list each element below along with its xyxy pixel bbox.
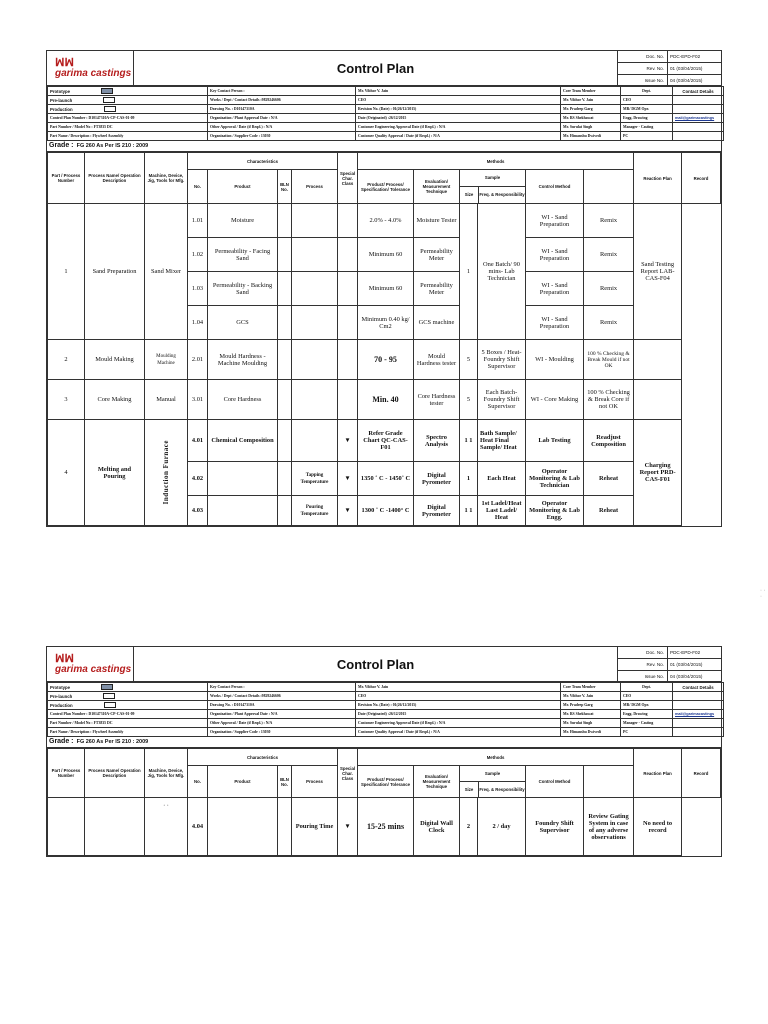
date-originated: Date (Originated) :26/12/2015 [356,710,561,719]
col-reaction-plan: Reaction Plan [634,153,682,204]
char-product: Core Hardness [208,380,278,420]
production-row [48,105,208,114]
team-member-2: Mr. Pradeep Garg [561,105,621,114]
evaluation: Permeability Meter [414,272,460,306]
machine: Manual [145,380,188,420]
prelaunch-row [48,96,208,105]
char-no: 1.03 [188,272,208,306]
team-contact-5 [673,728,724,737]
prototype-label: Prototype [50,88,71,94]
team-dept-2: MR/ DGM Opr. [621,105,673,114]
prototype-row [48,87,208,96]
team-contact-1 [673,692,724,701]
core-team-header: Core Team Member [561,87,621,96]
col-process: Process [292,766,338,798]
other-approval: Other Approval / Date (if Reqd.) : N/A [208,719,356,728]
char-product: Chemical Composition [208,420,278,462]
col-bln: BLN No. [278,170,292,204]
process-number: 1 [48,204,85,340]
char-no: 2.01 [188,340,208,380]
table-row [48,340,721,380]
special-char-triangle-icon: ▼ [338,420,358,462]
spec: 1300 ˚ C -1400° C [358,496,414,526]
evaluation: Mould Hardness tester [414,340,460,380]
char-no: 3.01 [188,380,208,420]
table-row [48,204,721,238]
prelaunch-label: Pre-launch [50,97,73,103]
sample-frequency: 1st Ladel/Heat Last Ladel/ Heat [478,496,526,526]
customer-eng-approval: Customer Engineering Approval Date (if Reqd.) : N/A [356,123,561,132]
machine: Induction Furnace [161,440,170,505]
record: Sand Testing Report LAB-CAS-F04 [634,204,682,340]
sample-frequency: Each Batch- Foundry Shift Supervisor [478,380,526,420]
col-frequency: Freq. & Responsibility [479,787,525,792]
char-process: Tapping Temperature [292,462,338,496]
spec: 70 - 95 [358,340,414,380]
col-characteristics: Characteristics [188,749,338,766]
reaction-plan: Remix [584,272,634,306]
reaction-plan: Remix [584,306,634,340]
team-dept-5: PC [621,132,673,141]
col-no: No. [188,766,208,798]
evaluation: Digital Pyrometer [414,496,460,526]
col-no: No. [188,170,208,204]
col-special-char: Special Char. Class [338,153,358,204]
spec: Min. 40 [358,380,414,420]
production-row [48,701,208,710]
prototype-checkbox [101,684,113,690]
team-contact-2 [673,701,724,710]
rev-no-value: 01 (03/04/2015) [670,66,703,72]
col-process: Process [292,170,338,204]
spec: Minimum 60 [358,238,414,272]
char-product: Permeability - Backing Sand [208,272,278,306]
logo-mark: ꟽꟽ [55,56,74,69]
part-number: Part Number / Model No : FT3835 DC [48,123,208,132]
control-plan-table [47,152,721,526]
key-contact-label: Key Contact Person : [208,87,356,96]
team-dept-4: Manager - Casting [621,719,673,728]
works-contact: Works / Dept / Contact Details :9829246606 [208,96,356,105]
production-checkbox [104,702,116,708]
process-number: 2 [48,340,85,380]
team-dept-3: Engg. Drawing [621,114,673,123]
control-plan-table [47,748,721,856]
team-member-4: Mr. Surulat Singh [561,123,621,132]
control-method: Foundry Shift Supervisor [526,798,584,856]
grade-label: Grade : [49,738,74,745]
sample-frequency: 5 Boxes / Heat- Foundry Shift Supervisor [478,340,526,380]
team-dept-1: CEO [621,96,673,105]
part-number: Part Number / Model No : FT3835 DC [48,719,208,728]
issue-no-label: Issue No. [618,671,668,682]
machine-mark: · · [145,798,188,856]
sample-size: 5 [460,340,478,380]
control-plan-number: Control Plan Number : D10147310A-CP-CAS-01-09 [48,114,208,123]
col-reaction-plan: Reaction Plan [634,749,682,798]
evaluation: Moisture Tester [414,204,460,238]
grade-line [47,141,721,152]
control-method: WI - Sand Preparation [526,306,584,340]
reaction-plan: Review Gating System in case of any adverse observations [584,798,634,856]
team-dept-3: Engg. Drawing [621,710,673,719]
spec: Minimum 60 [358,272,414,306]
sample-size: 5 [460,380,478,420]
col-record: Record [682,153,721,204]
char-product: Permeability - Facing Sand [208,238,278,272]
team-dept-5: PC [621,728,673,737]
sample-frequency: 2 / day [478,798,526,856]
sample-size: 1 1 [460,496,478,526]
rev-no-label: Rev. No. [618,659,668,670]
team-member-5: Mr. Himanshu Dwivedi [561,728,621,737]
reaction-plan: 100 % Checking & Break Core if not OK [584,380,634,420]
char-process: Pouring Temperature [292,496,338,526]
team-contact-4 [673,123,724,132]
col-characteristics: Characteristics [188,153,338,170]
customer-quality-approval: Customer Quality Approval / Date (if Reqd.) : N/A [356,132,561,141]
col-specification: Product/ Process/ Specification/ Tolerance [358,766,414,798]
evaluation: Digital Pyrometer [414,462,460,496]
record: Charging Report PRD-CAS-F01 [634,420,682,526]
contact-header: Contact Details [673,87,724,96]
col-machine: Machine, Device, Jig, Tools for Mfg. [145,749,188,798]
table-row [48,420,721,462]
page-title: Control Plan [336,656,415,672]
company-logo [47,647,134,681]
rev-no-label: Rev. No. [618,63,668,74]
evaluation: Core Hardness tester [414,380,460,420]
other-approval: Other Approval / Date (if Reqd.) : N/A [208,123,356,132]
prelaunch-checkbox [103,693,115,699]
col-product: Product [208,766,278,798]
company-logo [47,51,134,85]
special-char-triangle-icon: ▼ [338,462,358,496]
col-part-number: Part / Process Number [48,153,85,204]
process-name: Sand Preparation [85,204,145,340]
date-originated: Date (Originated) :26/12/2015 [356,114,561,123]
col-control-method: Control Method [526,766,584,798]
customer-eng-approval: Customer Engineering Approval Date (if Reqd.) : N/A [356,719,561,728]
special-char-triangle-icon: ▼ [338,496,358,526]
team-dept-2: MR/ DGM Opr. [621,701,673,710]
reaction-plan: Remix [584,204,634,238]
team-member-3: Mr. RS Shekhawat [561,710,621,719]
grade-value: FG 260 As Per IS 210 : 2009 [76,143,149,149]
char-product: Moisture [208,204,278,238]
col-evaluation: Evaluation/ Measurement Technique [414,766,460,798]
evaluation: GCS machine [414,306,460,340]
col-part-number: Part / Process Number [48,749,85,798]
evaluation: Permeability Meter [414,238,460,272]
logo-text: garima castings [55,67,132,79]
key-contact-value: Mr. Vibhor V. Jain [356,683,561,692]
machine: Sand Mixer [145,204,188,340]
supplier-code: Organization / Supplier Code : 13030 [208,728,356,737]
col-machine: Machine, Device, Jig, Tools for Mfg. [145,153,188,204]
reaction-plan: Reheat [584,462,634,496]
char-no: 1.04 [188,306,208,340]
dept-header: Dept. [621,683,673,692]
grade-label: Grade : [49,142,74,149]
col-frequency: Freq. & Responsibility [479,192,525,197]
col-evaluation: Evaluation/ Measurement Technique [414,170,460,204]
dept-header: Dept. [621,87,673,96]
col-sample: Sample [460,170,525,187]
grade-line [47,737,721,748]
evaluation: Spectro Analysis [414,420,460,462]
sample-size: 1 [460,462,478,496]
prelaunch-label: Pre-launch [50,693,73,699]
char-no: 4.01 [188,420,208,462]
sample-size: 1 [460,204,478,340]
control-method: WI - Sand Preparation [526,272,584,306]
reaction-plan: 100 % Checking & Break Mould if not OK [584,340,634,380]
contact-email[interactable]: mail@garimacastings [673,710,724,719]
logo-mark: ꟽꟽ [55,652,74,665]
prelaunch-row [48,692,208,701]
drawing-no: Drawing No. : D10147310A [208,105,356,114]
team-dept-1: CEO [621,692,673,701]
char-no: 4.03 [188,496,208,526]
control-method: Lab Testing [526,420,584,462]
sample-size: 1 1 [460,420,478,462]
doc-no-label: Doc. No. [618,51,668,62]
page-title: Control Plan [336,60,415,76]
issue-no-value: 04 (03/04/2015) [670,674,703,680]
reaction-plan: Reheat [584,496,634,526]
production-label: Production [50,702,73,708]
team-member-1: Mr. Vibhor V. Jain [561,96,621,105]
char-product: Mould Hardness - Machine Moulding [208,340,278,380]
team-contact-5 [673,132,724,141]
col-sample-group [460,766,526,798]
spec: Minimum 0.40 kg/ Cm2 [358,306,414,340]
grade-value: FG 260 As Per IS 210 : 2009 [76,739,149,745]
production-checkbox [104,106,116,112]
col-size: Size [460,782,479,797]
control-plan-page-2 [46,646,722,857]
col-sample: Sample [460,766,525,782]
process-number: 4 [48,420,85,526]
col-record: Record [682,749,721,798]
issue-no-label: Issue No. [618,75,668,86]
process-name: Mould Making [85,340,145,380]
supplier-code: Organization / Supplier Code : 13030 [208,132,356,141]
col-product: Product [208,170,278,204]
core-team-header: Core Team Member [561,683,621,692]
revision-no: Revision No. (Date) : 01(26/12/2015) [356,701,561,710]
spec: 1350 ˚ C - 1450˚ C [358,462,414,496]
control-method: Operator Monitoring & Lab Technician [526,462,584,496]
prototype-label: Prototype [50,684,71,690]
col-process-name: Process Name/ Operation Description [85,153,145,204]
contact-email[interactable]: mail@garimacastings [673,114,724,123]
spec: Refer Grade Chart QC-CAS-F01 [358,420,414,462]
col-process-name: Process Name/ Operation Description [85,749,145,798]
process-name: Melting and Pouring [85,420,145,526]
char-no: 1.01 [188,204,208,238]
reaction-plan: Readjust Composition [584,420,634,462]
team-member-5: Mr. Himanshu Dwivedi [561,132,621,141]
team-member-4: Mr. Surulat Singh [561,719,621,728]
team-member-2: Mr. Pradeep Garg [561,701,621,710]
col-specification: Product/ Process/ Specification/ Tolerance [358,170,414,204]
control-plan-page-1 [46,50,722,527]
key-contact-value: Mr. Vibhor V. Jain [356,87,561,96]
document-meta [617,51,721,85]
team-contact-1 [673,96,724,105]
doc-no-value: PDC-EPD-F02 [670,650,701,655]
logo-text: garima castings [55,663,132,675]
doc-no-value: PDC-EPD-F02 [670,54,701,59]
char-process: Pouring Time [292,798,338,856]
control-method: WI - Sand Preparation [526,204,584,238]
part-name: Part Name / Description : Flywheel Assembly [48,132,208,141]
issue-no-value: 04 (03/04/2015) [670,78,703,84]
char-no: 4.04 [188,798,208,856]
process-name: Core Making [85,380,145,420]
spec: 15-25 mins [358,798,414,856]
col-methods: Methods [358,153,634,170]
customer-quality-approval: Customer Quality Approval / Date (if Reqd.) : N/A [356,728,561,737]
team-dept-4: Manager - Casting [621,123,673,132]
control-method: WI - Core Making [526,380,584,420]
table-row [48,798,721,856]
works-contact: Works / Dept / Contact Details :9829246606 [208,692,356,701]
col-special-char: Special Char. Class [338,749,358,798]
plan-info-table [47,86,724,141]
reaction-plan: Remix [584,238,634,272]
key-contact-label: Key Contact Person : [208,683,356,692]
sample-frequency: Each Heat [478,462,526,496]
stray-dots: · · · [760,588,766,600]
drawing-no: Drawing No. : D10147310A [208,701,356,710]
plant-approval-date: Organization / Plant Approval Date : N/A [208,114,356,123]
control-method: WI - Moulding [526,340,584,380]
sample-frequency: One Batch/ 90 mins- Lab Technician [478,204,526,340]
control-method: WI - Sand Preparation [526,238,584,272]
team-contact-4 [673,719,724,728]
col-bln: BLN No. [278,766,292,798]
sample-size: 2 [460,798,478,856]
process-number: 3 [48,380,85,420]
part-name: Part Name / Description : Flywheel Assembly [48,728,208,737]
production-label: Production [50,106,73,112]
col-methods: Methods [358,749,634,766]
prototype-checkbox [101,88,113,94]
col-sample-group [460,170,526,204]
special-char-triangle-icon: ▼ [338,798,358,856]
prototype-row [48,683,208,692]
machine: Moulding Machine [145,340,188,380]
team-contact-2 [673,105,724,114]
plan-info-table [47,682,724,737]
doc-no-label: Doc. No. [618,647,668,658]
document-meta [617,647,721,681]
control-plan-number: Control Plan Number : D10147310A-CP-CAS-01-09 [48,710,208,719]
table-row [48,380,721,420]
contact-role: CEO [356,96,561,105]
col-size: Size [460,187,479,203]
revision-no: Revision No. (Date) : 01(26/12/2015) [356,105,561,114]
prelaunch-checkbox [103,97,115,103]
contact-role: CEO [356,692,561,701]
plant-approval-date: Organization / Plant Approval Date : N/A [208,710,356,719]
evaluation: Digital Wall Clock [414,798,460,856]
team-member-3: Mr. RS Shekhawat [561,114,621,123]
spec: 2.0% - 4.0% [358,204,414,238]
sample-frequency: Bath Sample/ Heat Final Sample/ Heat [478,420,526,462]
char-no: 1.02 [188,238,208,272]
record: No need to record [634,798,682,856]
rev-no-value: 01 (03/04/2015) [670,662,703,668]
contact-header: Contact Details [673,683,724,692]
control-method: Operator Monitoring & Lab Engg. [526,496,584,526]
char-no: 4.02 [188,462,208,496]
team-member-1: Mr. Vibhor V. Jain [561,692,621,701]
col-control-method: Control Method [526,170,584,204]
char-product: GCS [208,306,278,340]
